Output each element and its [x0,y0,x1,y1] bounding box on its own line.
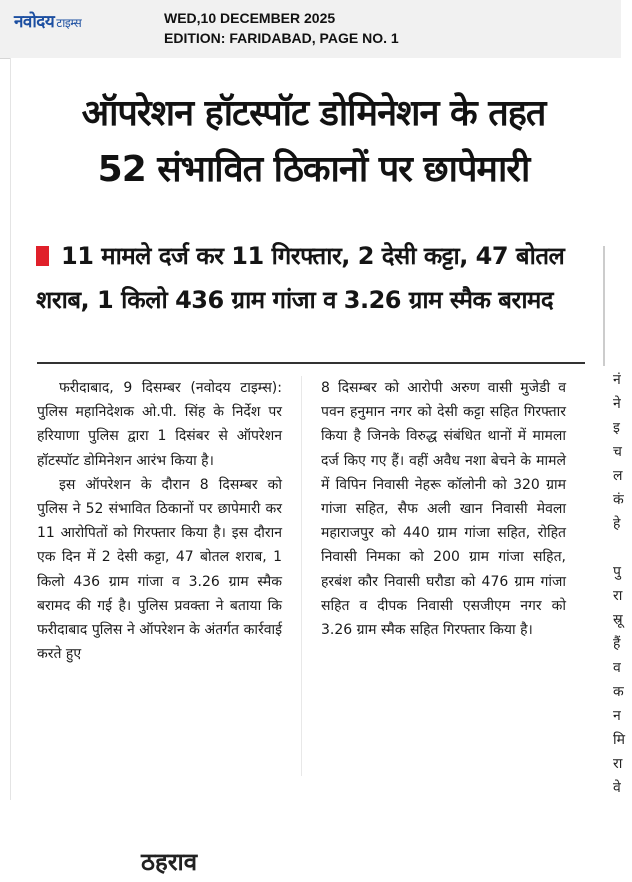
section-divider [37,362,585,364]
adjacent-article-border [603,246,605,366]
body-column-right [321,376,566,642]
next-headline-fragment: ठहराव [141,848,198,876]
body-paragraph: 8 दिसम्बर को आरोपी अरुण वासी मुजेडी व पवन हनुमान नगर को देसी कट्टा सहित गिरफ्तार किया है जिनके विरुद्ध संबंधित थानों में मामला दर्ज किए गए हैं। वहीं अवैध नशा बेचने के मामले में विपिन निवासी नेहरू कॉलोनी को 320 ग्राम गांजा सहित, सैफ अली खान निवासी मेवला महाराजपुर को 440 ग्राम गांजा सहित, रोहित निवासी निमका को 200 ग्राम गांजा सहित, हरबंश कौर निवासी घरौडा को 476 ग्राम गांजा सहित व दीपक निवासी एसजीएम नगर को 3.26 ग्राम स्मैक सहित गिरफ्तार किया है। [321,380,566,639]
headline [31,86,596,198]
headline-line-1: ऑपरेशन हॉटस्पॉट डोमिनेशन के तहत [81,93,546,134]
body-column-left [37,376,282,666]
subheadline-text: 11 मामले दर्ज कर 11 गिरफ्तार, 2 देसी कट्टा, 47 बोतल शराब, 1 किलो 436 ग्राम गांजा व 3.26 ग्राम स्मैक बरामद [36,242,565,314]
page-header [0,0,621,59]
date-line: WED,10 DECEMBER 2025 [164,10,336,26]
adjacent-article-fragment: नं ने इ च ल कं हे पु रा स्रू हैं व क न मि रा वे [613,372,625,796]
body-paragraph: इस ऑपरेशन के दौरान 8 दिसम्बर को पुलिस ने 52 संभावित ठिकानों पर छापेमारी कर 11 आरोपितों को गिरफ्तार किया है। इस दौरान एक दिन में 2 देसी कट्टा, 47 बोतल शराब, 1 किलो 436 ग्राम गांजा व 3.26 ग्राम स्मैक बरामद की गई है। पुलिस प्रवक्ता ने बताया कि फरीदाबाद पुलिस ने ऑपरेशन के अंतर्गत कार्रवाई करते हुए [37,476,282,663]
newspaper-clipping [10,58,625,876]
subheadline [36,234,591,322]
red-bullet-icon [36,246,49,266]
edition-line: EDITION: FARIDABAD, PAGE NO. 1 [164,30,399,46]
body-paragraph: फरीदाबाद, 9 दिसम्बर (नवोदय टाइम्स): पुलिस महानिदेशक ओ.पी. सिंह के निर्देश पर हरियाणा पुलिस द्वारा 1 दिसंबर से ऑपरेशन हॉटस्पॉट डोमिनेशन आरंभ किया है। [37,380,282,469]
edition-info [164,8,399,48]
logo-sub-text: टाइम्स [56,16,82,30]
newspaper-logo[interactable] [14,9,82,32]
headline-line-2: 52 संभावित ठिकानों पर छापेमारी [97,149,530,190]
column-separator [301,376,302,776]
logo-main-text: नवोदय [14,12,55,32]
